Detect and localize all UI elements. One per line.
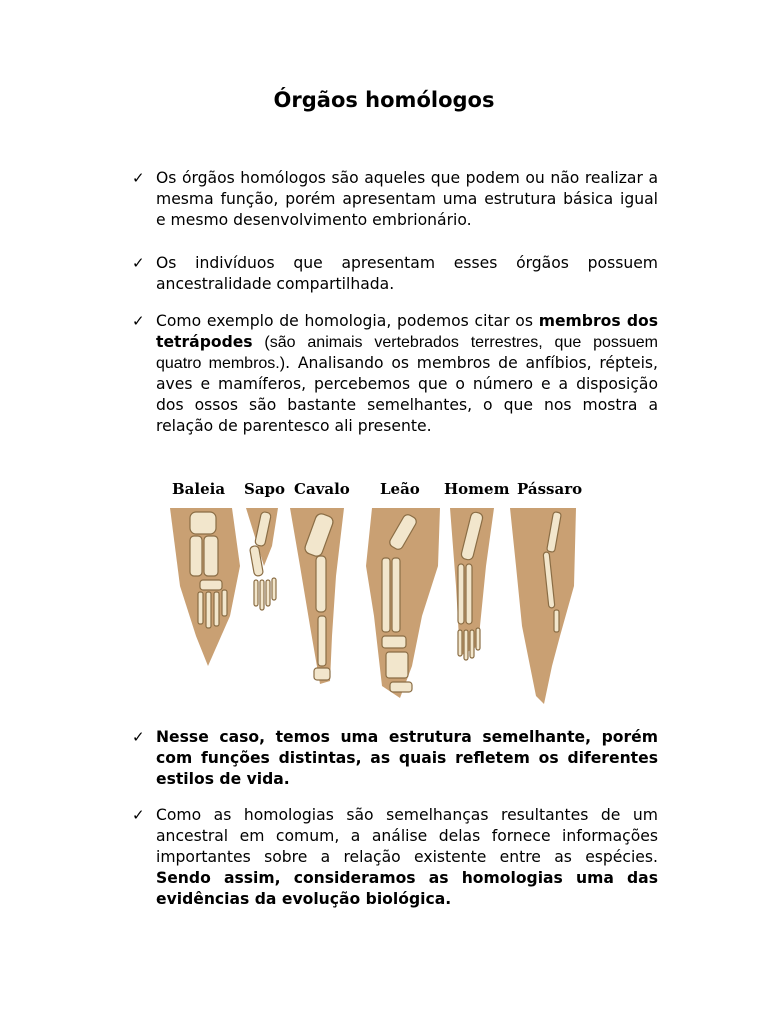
label-homem: Homem	[444, 480, 510, 498]
item-text-bold: .	[445, 890, 452, 908]
item-text-part: . Analisando os membros de anfíbios, répteis, aves e mamíferos, percebemos que o número e a disposição dos ossos são bastante semelhantes, o que nos mostra a relação de parentesco ali presente.	[156, 354, 659, 435]
check-icon: ✓	[132, 169, 145, 187]
whale-humerus	[190, 512, 216, 534]
frog-digit	[272, 578, 276, 600]
whale-digit	[198, 592, 203, 624]
label-baleia: Baleia	[172, 480, 226, 498]
human-digit	[470, 630, 474, 658]
human-digit	[458, 630, 462, 656]
bird-wing-skin	[510, 508, 576, 704]
homologous-limbs-figure	[160, 476, 600, 716]
item-text	[156, 805, 658, 910]
list-item	[132, 253, 658, 295]
lion-radius	[382, 558, 390, 632]
item-text-part: Nesse caso, temos uma estrutura semelhante, porém com funções distintas, as quais refletem os diferentes estilos de vida.	[156, 728, 658, 788]
item-text-bold: Sendo assim, consideramos as homologias uma das evidências da evolução biológica	[156, 869, 658, 908]
list-item	[132, 311, 658, 437]
human-ulna	[466, 564, 472, 624]
whale-carpal	[200, 580, 222, 590]
frog-digit	[254, 580, 258, 606]
human-radius	[458, 564, 464, 624]
check-icon: ✓	[132, 728, 145, 746]
item-text-part: Os indivíduos que apresentam esses órgãos possuem ancestralidade compartilhada.	[156, 254, 658, 293]
limbs-illustration	[160, 506, 600, 711]
list-item	[132, 168, 658, 231]
frog-digit	[260, 580, 264, 610]
list-item	[132, 805, 658, 910]
item-text-part: Os órgãos homólogos são aqueles que podem ou não realizar a mesma função, porém apresentam uma estrutura básica igual e mesmo desenvolvimento embrionário.	[156, 169, 658, 229]
label-sapo: Sapo	[244, 480, 286, 498]
bird-hand	[554, 610, 559, 632]
lion-carpals	[382, 636, 406, 648]
item-text-part: Como as homologias são semelhanças resultantes de um ancestral em comum, a análise delas fornece informações importantes sobre a relação existente entre as espécies.	[156, 806, 658, 866]
frog-digit	[266, 580, 270, 606]
item-text-part: (são animais vertebrados terrestres, que possuem quatro membros.)	[156, 334, 658, 372]
list-item	[132, 727, 658, 790]
check-icon: ✓	[132, 312, 145, 330]
whale-radius	[190, 536, 202, 576]
lion-metacarpals	[386, 652, 408, 678]
page-title: Órgãos homólogos	[273, 88, 495, 112]
horse-hoof	[314, 668, 330, 680]
human-digit	[476, 628, 480, 650]
human-digit	[464, 630, 468, 660]
label-leao: Leão	[380, 480, 420, 498]
label-passaro: Pássaro	[517, 480, 583, 498]
horse-radius	[316, 556, 326, 612]
item-text	[156, 253, 658, 295]
lion-ulna	[392, 558, 400, 632]
lion-phalanges	[390, 682, 412, 692]
whale-digit	[206, 592, 211, 628]
whale-digit	[214, 592, 219, 626]
item-text-part: Como exemplo de homologia, podemos citar os	[156, 312, 539, 330]
check-icon: ✓	[132, 254, 145, 272]
item-text	[156, 311, 658, 437]
horse-cannon	[318, 616, 326, 666]
label-cavalo: Cavalo	[294, 480, 350, 498]
item-text	[156, 727, 658, 790]
whale-ulna	[204, 536, 218, 576]
check-icon: ✓	[132, 806, 145, 824]
item-text-bold: membros dos tetrápodes	[156, 312, 658, 351]
item-text	[156, 168, 658, 231]
whale-digit	[222, 590, 227, 616]
